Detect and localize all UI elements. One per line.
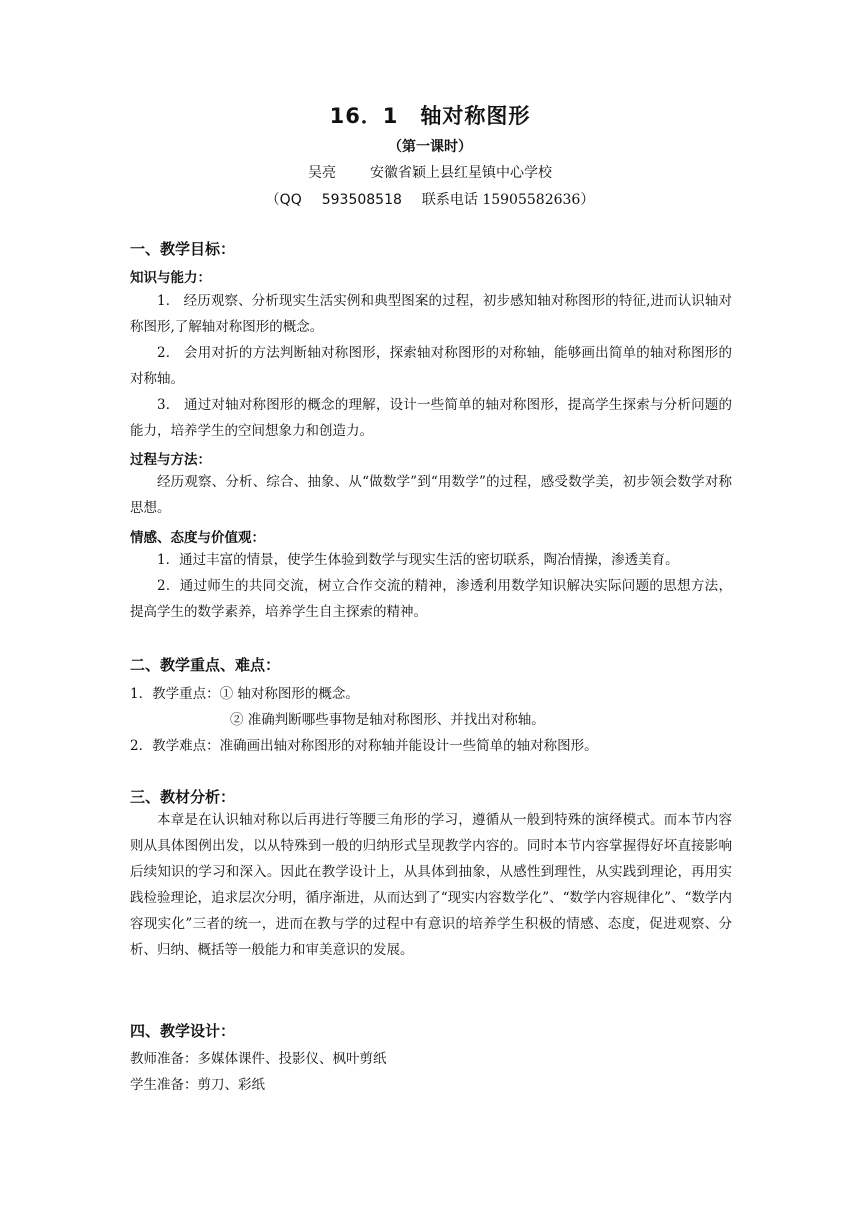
knowledge-item: 3． 通过对轴对称图形的概念的理解，设计一些简单的轴对称图形，提高学生探索与分析问题的能力，培养学生的空间想象力和创造力。 bbox=[130, 397, 732, 439]
lesson-subtitle: （第一课时） bbox=[388, 139, 472, 155]
process-text: 经历观察、分析、综合、抽象、从“做数学”到“用数学”的过程，感受数学美，初步领会数学对称思想。 bbox=[130, 474, 732, 516]
section-heading-key-points: 二、教学重点、难点： bbox=[130, 656, 281, 674]
knowledge-item: 1． 经历观察、分析现实生活实例和典型图案的过程，初步感知轴对称图形的特征,进而认识轴对称图形,了解轴对称图形的概念。 bbox=[130, 293, 732, 335]
document-title: 16．1 轴对称图形 bbox=[329, 104, 531, 128]
emotion-item: 2．通过师生的共同交流，树立合作交流的精神，渗透利用数学知识解决实际问题的思想方法，提高学生的数学素养，培养学生自主探索的精神。 bbox=[130, 578, 732, 620]
knowledge-heading: 知识与能力： bbox=[130, 270, 211, 286]
qq-number: 593508518 bbox=[321, 192, 402, 208]
section-heading-material-analysis: 三、教材分析： bbox=[130, 788, 236, 806]
process-heading: 过程与方法： bbox=[130, 452, 211, 468]
difficulty-line: 2．教学难点：准确画出轴对称图形的对称轴并能设计一些简单的轴对称图形。 bbox=[130, 738, 598, 754]
section-heading-objectives: 一、教学目标： bbox=[130, 240, 236, 258]
knowledge-item: 2． 会用对折的方法判断轴对称图形，探索轴对称图形的对称轴，能够画出简单的轴对称图形的对称轴。 bbox=[130, 345, 732, 387]
emotion-heading: 情感、态度与价值观： bbox=[130, 530, 265, 546]
author-line bbox=[0, 162, 860, 182]
material-analysis-text: 本章是在认识轴对称以后再进行等腰三角形的学习，遵循从一般到特殊的演绎模式。而本节内容则从具体图例出发，以从特殊到一般的归纳形式呈现教学内容的。同时本节内容掌握得好坏直接影响后续知识的学习和深入。因此在教学设计上，从具体到抽象，从感性到理性，从实践到理论，再用实践检验理论，追求层次分明，循序渐进，从而达到了“现实内容数学化”、“数学内容规律化”、“数学内容现实化”三者的统一，进而在教与学的过程中有意识的培养学生积极的情感、态度，促进观察、分析、归纳、概括等一般能力和审美意识的发展。 bbox=[130, 812, 732, 958]
teacher-prep-line: 教师准备：多媒体课件、投影仪、枫叶剪纸 bbox=[130, 1051, 387, 1067]
school-name: 安徽省颖上县红星镇中心学校 bbox=[370, 165, 552, 181]
contact-line bbox=[0, 189, 860, 209]
key-point-line: ② 准确判断哪些事物是轴对称图形、并找出对称轴。 bbox=[230, 712, 545, 728]
contact-open: （QQ bbox=[265, 192, 302, 208]
student-prep-line: 学生准备：剪刀、彩纸 bbox=[130, 1077, 265, 1093]
author-name: 吴亮 bbox=[308, 165, 336, 181]
key-point-line: 1．教学重点：① 轴对称图形的概念。 bbox=[130, 686, 359, 702]
emotion-item: 1．通过丰富的情景，使学生体验到数学与现实生活的密切联系，陶冶情操，渗透美育。 bbox=[157, 552, 679, 568]
phone-label: 联系电话 15905582636） bbox=[421, 192, 595, 208]
section-heading-teaching-design: 四、教学设计： bbox=[130, 1022, 236, 1040]
